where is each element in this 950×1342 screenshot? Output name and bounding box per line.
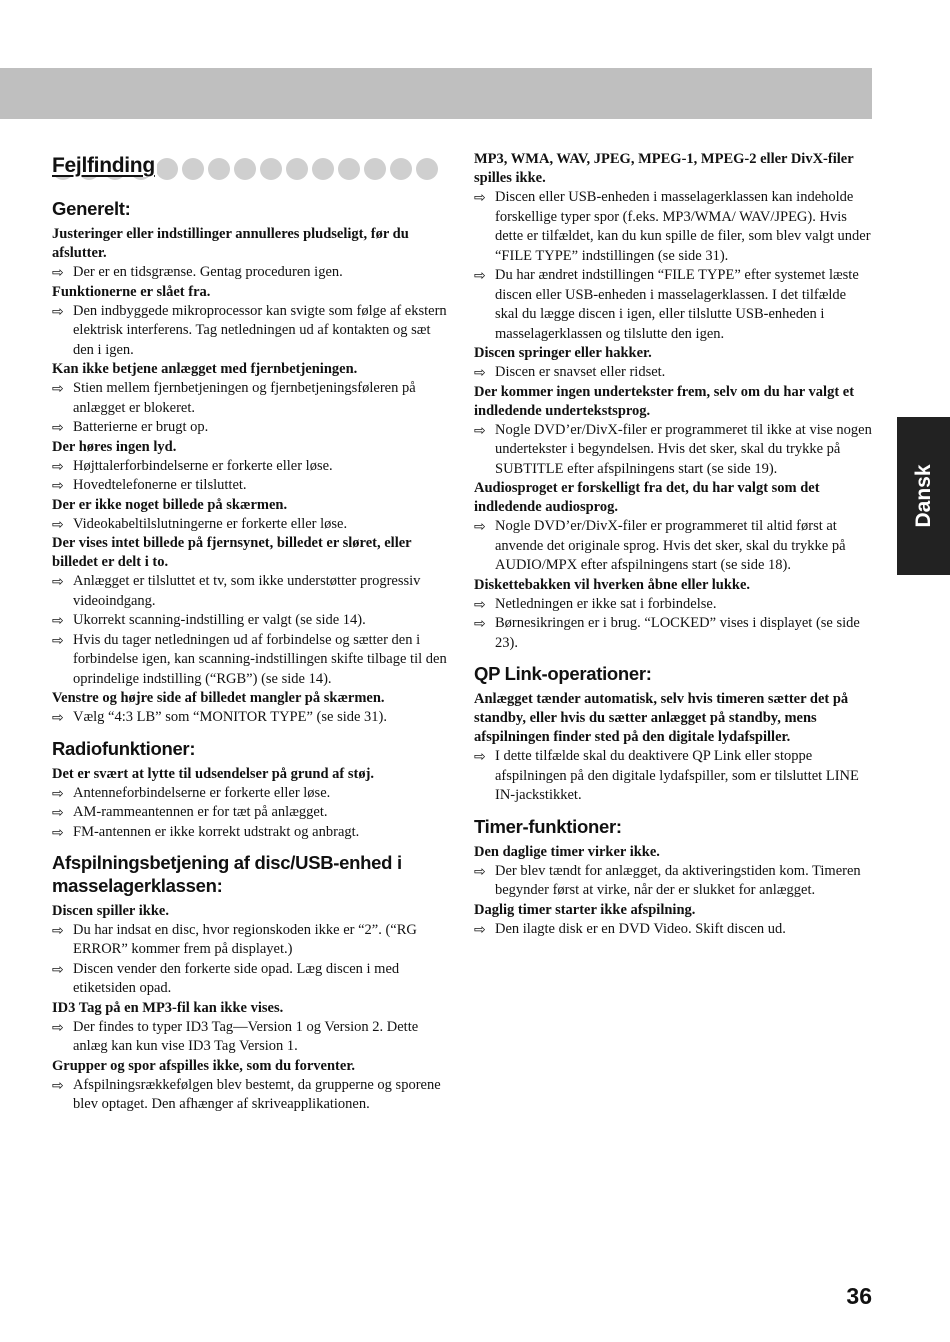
arrow-right-icon: ⇨ <box>474 596 486 613</box>
solution-text: Stien mellem fjernbetjeningen og fjernbetjeningsføleren på anlægget er blokeret. <box>73 380 416 416</box>
solution-text: Videokabeltilslutningerne er forkerte eller løse. <box>73 515 348 532</box>
decor-dot <box>208 158 230 180</box>
arrow-right-icon: ⇨ <box>52 420 64 437</box>
problem-text: Justeringer eller indstillinger annulleres pludseligt, før du afslutter. <box>52 226 409 262</box>
solution-item <box>52 823 448 843</box>
solution-text: Der blev tændt for anlægget, da aktiveringstiden kom. Timeren begynder først at virke, når der er slukket for anlægget. <box>495 862 861 899</box>
solution-text: Nogle DVD’er/DivX-filer er programmeret til ikke at vise nogen undertekster i begyndelsen. Hvis det sker, skal du trykke på SUBTITLE efter afspilningens start (se side 19). <box>495 421 872 477</box>
decor-dot <box>286 158 308 180</box>
page-number: 36 <box>846 1283 872 1309</box>
arrow-right-icon: ⇨ <box>52 632 64 649</box>
solution-item <box>52 960 448 999</box>
arrow-right-icon: ⇨ <box>52 922 64 939</box>
solution-item <box>52 1018 448 1057</box>
decor-dot <box>234 158 256 180</box>
solution-text: Du har indsat en disc, hvor regionskoden ikke er “2”. (“RG ERROR” kommer frem på displayet.) <box>73 921 417 958</box>
solution-text: Nogle DVD’er/DivX-filer er programmeret til altid først at anvende det originale sprog. Hvis det sker, skal du trykke på AUDIO/MPX efter afspilningens start (se side 18). <box>495 518 846 573</box>
page-title-block <box>52 150 448 188</box>
arrow-right-icon: ⇨ <box>474 190 486 206</box>
arrow-right-icon: ⇨ <box>52 478 64 495</box>
arrow-right-icon: ⇨ <box>474 749 486 766</box>
problem-text: Audiosproget er forskelligt fra det, du har valgt som det indledende audiosprog. <box>474 480 820 515</box>
solution-text: Discen eller USB-enheden i masselagerklassen kan indeholde forskellige typer spor (f.eks. MP3/WMA/ WAV/JPEG). Hvis dette er tilfældet, kan du kun spille de filer, som blev valgt under “FILE TYPE” indstillingen (se side 31). <box>495 189 871 264</box>
solution-item <box>474 517 872 576</box>
arrow-right-icon: ⇨ <box>52 265 64 282</box>
section-heading: Radiofunktioner: <box>52 737 196 759</box>
problem-text: Daglig timer starter ikke afspilning. <box>474 901 696 918</box>
solution-text: Der er en tidsgrænse. Gentag proceduren igen. <box>73 264 343 281</box>
solution-text: I dette tilfælde skal du deaktivere QP Link eller stoppe afspilningen på den digitale lydafspiller, som er tilsluttet LINE IN-jackstikket. <box>495 748 859 804</box>
solution-text: Netledningen er ikke sat i forbindelse. <box>495 595 717 612</box>
arrow-right-icon: ⇨ <box>52 961 64 978</box>
solution-text: Batterierne er brugt op. <box>73 419 209 436</box>
problem-text: Det er svært at lytte til udsendelser på grund af støj. <box>52 765 375 782</box>
problem-text: ID3 Tag på en MP3-fil kan ikke vises. <box>52 999 284 1016</box>
solution-text: AM-rammeantennen er for tæt på anlægget. <box>73 804 328 821</box>
section-heading: Generelt: <box>52 198 131 219</box>
arrow-right-icon: ⇨ <box>52 710 64 727</box>
arrow-right-icon: ⇨ <box>52 1019 64 1036</box>
arrow-right-icon: ⇨ <box>52 516 64 533</box>
solution-item <box>52 476 448 496</box>
left-column <box>52 150 448 1115</box>
arrow-right-icon: ⇨ <box>474 921 486 938</box>
arrow-right-icon: ⇨ <box>52 303 64 320</box>
solution-item <box>474 266 872 344</box>
solution-item <box>474 862 872 901</box>
solution-text: FM-antennen er ikke korrekt udstrakt og anbragt. <box>73 823 360 840</box>
solution-item <box>474 363 872 383</box>
problem-text: Der høres ingen lyd. <box>52 438 177 455</box>
solution-item <box>52 515 448 535</box>
solution-text: Den ilagte disk er en DVD Video. Skift discen ud. <box>495 920 786 937</box>
language-tab-label: Dansk <box>911 464 935 528</box>
solution-text: Anlægget er tilsluttet et tv, som ikke understøtter progressiv videoindgang. <box>73 573 421 609</box>
solution-item <box>52 572 448 611</box>
decor-dot <box>156 158 178 180</box>
decor-dot <box>338 158 360 180</box>
solution-item <box>474 595 872 615</box>
solution-item <box>474 614 872 653</box>
arrow-right-icon: ⇨ <box>474 863 486 880</box>
problem-text: Anlægget tænder automatisk, selv hvis timeren sætter det på standby, eller hvis du sætter anlægget på standby, mens afspilningen finder sted på den digitale lydafspiller. <box>474 691 849 746</box>
page-title: Fejlfinding <box>52 154 155 177</box>
arrow-right-icon: ⇨ <box>52 805 64 822</box>
solution-text: Discen vender den forkerte side opad. Læg discen i med etiketsiden opad. <box>73 960 400 997</box>
arrow-right-icon: ⇨ <box>474 365 486 381</box>
left-content <box>52 198 448 1115</box>
decor-dot <box>416 158 438 180</box>
right-content <box>474 150 872 939</box>
problem-text: Venstre og højre side af billedet mangler på skærmen. <box>52 690 385 707</box>
decor-dot <box>364 158 386 180</box>
arrow-right-icon: ⇨ <box>52 458 64 475</box>
solution-item <box>52 1076 448 1115</box>
section-heading: QP Link-operationer: <box>474 663 652 684</box>
solution-item <box>474 421 872 480</box>
solution-text: Der findes to typer ID3 Tag—Version 1 og Version 2. Dette anlæg kan kun vise ID3 Tag Version 1. <box>73 1018 419 1055</box>
decor-dot <box>390 158 412 180</box>
problem-text: Der kommer ingen undertekster frem, selv om du har valgt et indledende undertekstsprog. <box>474 383 855 419</box>
problem-text: Der er ikke noget billede på skærmen. <box>52 496 288 513</box>
problem-text: Kan ikke betjene anlægget med fjernbetjeningen. <box>52 361 358 378</box>
problem-text: Discen springer eller hakker. <box>474 345 652 361</box>
arrow-right-icon: ⇨ <box>474 519 486 535</box>
arrow-right-icon: ⇨ <box>52 785 64 802</box>
language-tab <box>897 417 950 575</box>
problem-text: Diskettebakken vil hverken åbne eller lukke. <box>474 576 751 593</box>
solution-text: Discen er snavset eller ridset. <box>495 364 666 380</box>
arrow-right-icon: ⇨ <box>52 613 64 630</box>
arrow-right-icon: ⇨ <box>474 268 486 284</box>
solution-item <box>52 418 448 438</box>
arrow-right-icon: ⇨ <box>52 381 64 398</box>
section-heading: Timer-funktioner: <box>474 815 622 837</box>
solution-item <box>52 803 448 823</box>
solution-item <box>52 379 448 418</box>
solution-text: Hovedtelefonerne er tilsluttet. <box>73 477 247 494</box>
arrow-right-icon: ⇨ <box>474 616 486 632</box>
solution-item <box>52 263 448 283</box>
problem-text: Discen spiller ikke. <box>52 902 169 919</box>
solution-item <box>52 457 448 477</box>
solution-text: Børnesikringen er i brug. “LOCKED” vises i displayet (se side 23). <box>495 615 860 651</box>
solution-text: Hvis du tager netledningen ud af forbindelse og sætter den i forbindelse igen, kan scanning-indstillingen skifte tilbage til den oprindelige indstilling (“RGB”) (se side 14). <box>73 631 447 687</box>
solution-item <box>52 611 448 631</box>
arrow-right-icon: ⇨ <box>52 824 64 841</box>
problem-text: Grupper og spor afspilles ikke, som du forventer. <box>52 1057 356 1074</box>
solution-text: Vælg “4:3 LB” som “MONITOR TYPE” (se side 31). <box>73 709 388 726</box>
arrow-right-icon: ⇨ <box>474 422 486 439</box>
decor-dot <box>312 158 334 180</box>
solution-item <box>474 747 872 806</box>
header-bar <box>0 68 872 119</box>
problem-text: Den daglige timer virker ikke. <box>474 843 660 860</box>
solution-text: Antenneforbindelserne er forkerte eller løse. <box>73 784 331 801</box>
problem-text: Funktionerne er slået fra. <box>52 283 211 300</box>
solution-text: Afspilningsrækkefølgen blev bestemt, da grupperne og sporene blev optaget. Den afhænger af skriveapplikationen. <box>73 1076 441 1113</box>
problem-text: MP3, WMA, WAV, JPEG, MPEG-1, MPEG-2 eller DivX-filer spilles ikke. <box>474 151 854 186</box>
solution-item <box>52 784 448 804</box>
decor-dot <box>182 158 204 180</box>
solution-item <box>52 631 448 690</box>
solution-item <box>474 920 872 940</box>
arrow-right-icon: ⇨ <box>52 1077 64 1094</box>
solution-item <box>52 302 448 361</box>
section-heading: Afspilningsbetjening af disc/USB-enhed i masselagerklassen: <box>52 852 402 896</box>
solution-text: Ukorrekt scanning-indstilling er valgt (se side 14). <box>73 612 366 629</box>
solution-item <box>52 708 448 728</box>
arrow-right-icon: ⇨ <box>52 574 64 591</box>
solution-text: Højttalerforbindelserne er forkerte eller løse. <box>73 457 333 474</box>
solution-text: Den indbyggede mikroprocessor kan svigte som følge af ekstern elektrisk interferens. Tag netledningen ud af kontakten og sæt den i igen. <box>73 302 447 358</box>
solution-item <box>52 921 448 960</box>
solution-item <box>474 188 872 266</box>
right-column <box>474 150 872 939</box>
solution-text: Du har ændret indstillingen “FILE TYPE” efter systemet læste discen eller USB-enheden i masselagerklassen. I det tilfælde skal du lægge discen i igen, eller tilslutte USB-enheden i masselagerklassen og tilslutte den igen. <box>495 267 859 342</box>
decor-dot <box>260 158 282 180</box>
problem-text: Der vises intet billede på fjernsynet, billedet er sløret, eller billedet er delt i to. <box>52 535 412 571</box>
